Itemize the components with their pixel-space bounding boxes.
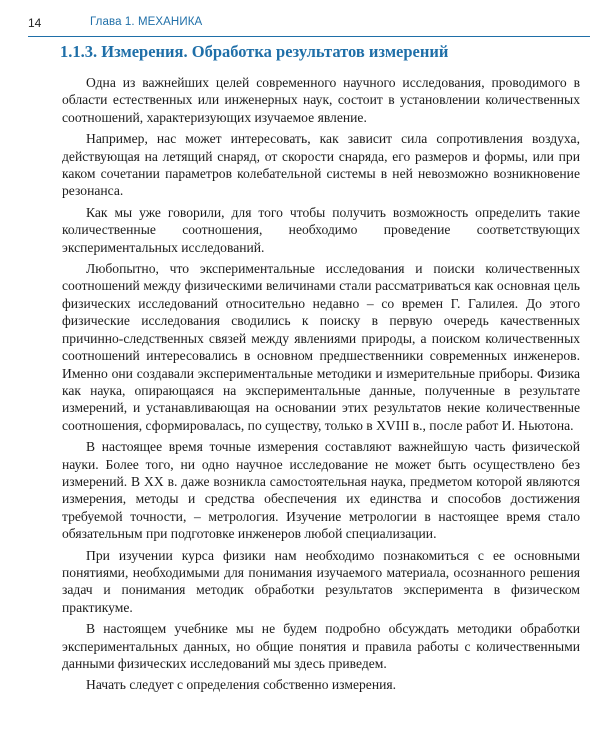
paragraph: В настоящее время точные измерения составляют важнейшую часть физической науки. Более того, ни одно научное исследование не может быть осуществлено без измерений. В XX в. даже возникла самостоятельная наука, предметом которой являются измерения, методы и средства обеспечения их единства и способов достижения требуемой точности, – метрология. Изучение метрологии в настоящее время стало обязательным при подготовке инженеров любой специализации. [62,439,580,542]
paragraph: Как мы уже говорили, для того чтобы получить возможность определить такие количественные соотношения, необходимо проведение соответствующих экспериментальных исследований. [62,204,580,255]
paragraph: Любопытно, что экспериментальные исследования и поиски количественных соотношений между физическими величинами стали рассматриваться как основная цель физических исследований относительно недавно – со времен Г. Галилея. До этого физические исследования сводились к поиску в первую очередь качественных причинно-следственных связей между явлениями природы, а поиском количественных соотношений интересовались в основном предшественники современных инженеров. Именно они создавали экспериментальные методики и измерительные приборы. Физика как наука, опирающаяся на экспериментальные данные, полученные в результате измерений, и устанавливающая на основании этих результатов некие количественные соотношения, сформировалась, по существу, только в XVIII в., после работ И. Ньютона. [62,261,580,433]
running-header [28,10,590,37]
paragraph: В настоящем учебнике мы не будем подробно обсуждать методики обработки экспериментальных данных, но общие понятия и правила работы с количественными данными физических исследований мы здесь приведем. [62,621,580,671]
section-title: 1.1.3. Измерения. Обработка результатов измерений [60,42,449,61]
page-number: 14 [28,16,42,30]
paragraph: При изучении курса физики нам необходимо познакомиться с ее основными понятиями, необходимыми для понимания изучаемого материала, осознанного решения задач и понимания методик обработки результатов эксперимента в физическом практикуме. [62,547,580,615]
paragraph: Начать следует с определения собственно измерения. [86,677,397,693]
paragraph: Например, нас может интересовать, как зависит сила сопротивления воздуха, действующая на летящий снаряд, от скорости снаряда, его размеров и формы, или при каком сочетании параметров колебательной системы в ней невозможно возникновение резонанса. [62,131,580,199]
chapter-title: Глава 1. МЕХАНИКА [90,16,203,28]
body-text [62,74,580,698]
paragraph: Одна из важнейших целей современного научного исследования, проводимого в области естественных или инженерных наук, состоит в установлении количественных соотношений, характеризующих изучаемое явление. [62,75,580,125]
